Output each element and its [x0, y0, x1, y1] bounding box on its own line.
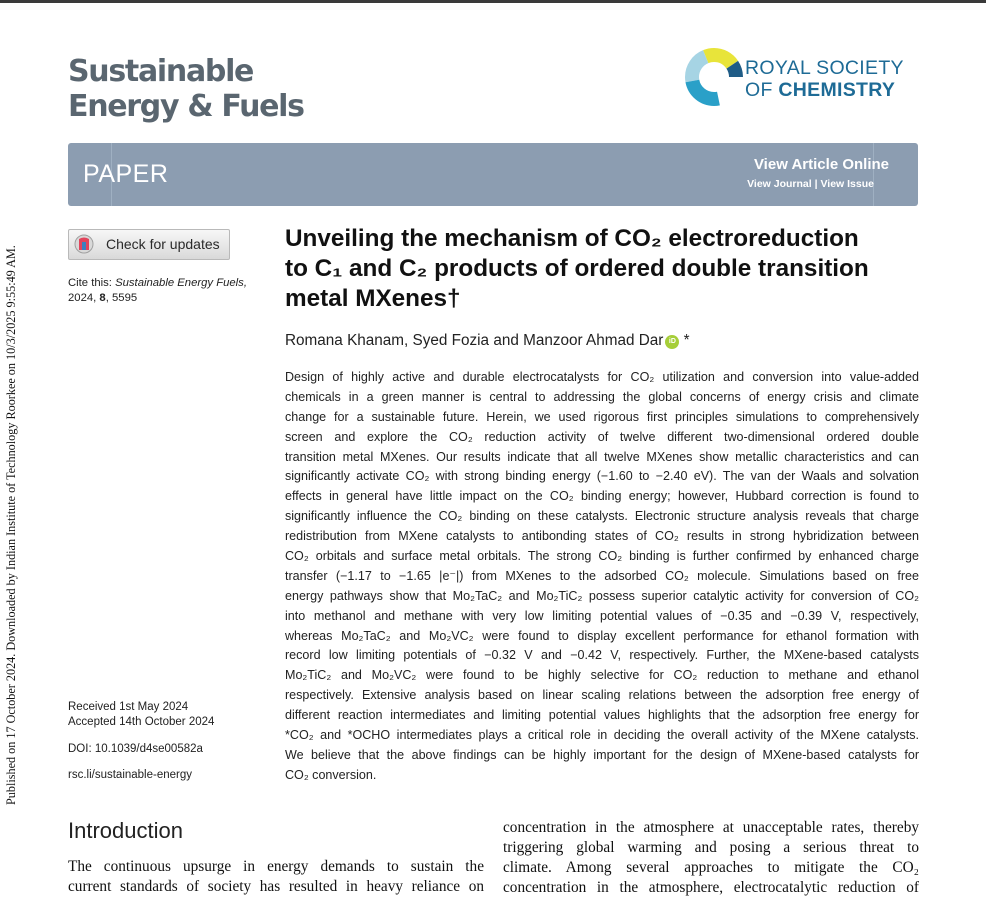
article-title: [285, 224, 925, 314]
article-title-line: to C₁ and C₂ products of ordered double transition: [285, 255, 869, 282]
abstract-line: transfer (−1.17 to −1.65 |e⁻|) from MXenes to the adsorbed CO₂ molecule. Simulations based on free: [285, 568, 919, 583]
cite-page: 5595: [112, 292, 138, 304]
abstract-line: change for a sustainable future. Herein, we used rigorous first principles simulations to comprehensively: [285, 409, 919, 424]
body-line: concentration in the atmosphere at unacceptable rates, thereby: [503, 819, 919, 836]
body-line: current standards of society has resulted in heavy reliance on: [68, 878, 484, 895]
journal-link[interactable]: rsc.li/sustainable-energy: [68, 769, 193, 781]
bar-stripe: [873, 143, 874, 206]
view-issue-link[interactable]: View Issue: [820, 178, 874, 190]
body-column-right: [503, 818, 919, 898]
abstract-line: Mo₂TiC₂ and Mo₂VC₂ were found to be highly selective for CO₂ reduction to methane and ethanol: [285, 668, 919, 683]
top-border: [0, 0, 986, 3]
view-journal-link[interactable]: View Journal: [747, 178, 812, 190]
introduction-heading: Introduction: [68, 818, 183, 843]
rsc-ring-icon: [680, 43, 748, 111]
author-names[interactable]: Romana Khanam, Syed Fozia and Manzoor Ahmad Dar: [285, 332, 664, 349]
abstract-line: Design of highly active and durable electrocatalysts for CO₂ utilization and conversion into value-added: [285, 370, 919, 384]
check-for-updates-button[interactable]: [68, 229, 230, 260]
cite-volume: 8: [99, 292, 106, 304]
download-stamp: Published on 17 October 2024. Downloaded by Indian Institute of Technology Roorkee on 10/3/2025 9:55:49 AM.: [4, 245, 18, 805]
journal-title-line2: Energy & Fuels: [68, 89, 304, 124]
abstract-line: record low limiting potentials of −0.32 V and −0.42 V, respectively. Further, the MXene-based catalysts: [285, 648, 919, 663]
accepted-date: Accepted 14th October 2024: [68, 716, 215, 728]
body-column-left: [68, 857, 484, 897]
cite-year: 2024,: [68, 292, 97, 304]
abstract-line: *CO₂ and *OCHO intermediates plays a critical role in deciding the overall activity of the MXene catalysts.: [285, 728, 919, 743]
rsc-name-line1: ROYAL SOCIETY: [745, 57, 904, 79]
corresponding-author-mark: *: [683, 332, 690, 349]
abstract-line: chemicals in a green manner is central to addressing the global concerns of energy crisis and climate: [285, 389, 919, 404]
article-type-bar: [68, 143, 918, 206]
body-line: climate. Among several approaches to mitigate the CO₂: [503, 859, 919, 876]
author-list: [285, 331, 690, 351]
dates-block: [68, 700, 268, 730]
abstract-line: effects in general have little impact on the CO₂ binding energy; however, Hubbard correction is found to: [285, 489, 919, 504]
abstract-line: screen and explore the CO₂ reduction activity of twelve different two-dimensional ordered double: [285, 429, 919, 444]
abstract-line: into methanol and methane with very low limiting potential values of −0.35 and −0.39 V, respectively,: [285, 608, 919, 623]
body-line: The continuous upsurge in energy demands to sustain the: [68, 858, 484, 875]
abstract-line: whereas Mo₂TaC₂ and Mo₂VC₂ were found to display excellent performance for ethanol formation with: [285, 628, 919, 643]
abstract-line: redistribution from MXene catalysts to antibonding states of CO₂ results in strong hybridization between: [285, 529, 919, 544]
body-line: concentration in the atmosphere, electrocatalytic reduction of: [503, 879, 919, 896]
abstract-line: different reaction intermediates and limiting potential values highlights that the adsorption free energy for: [285, 708, 919, 723]
abstract-line: respectively. Extensive analysis based on linear scaling relations between the adsorption free energy of: [285, 688, 919, 703]
journal-title[interactable]: [68, 54, 304, 124]
view-article-online-link[interactable]: View Article Online: [753, 156, 889, 173]
journal-title-line1: Sustainable: [68, 54, 254, 89]
rsc-line2-bold: CHEMISTRY: [778, 79, 896, 101]
abstract-line: significantly influence the CO₂ binding on these catalysts. Electronic structure analysis reveals that charge: [285, 509, 919, 524]
body-line: triggering global warming and posing a serious threat to: [503, 839, 919, 856]
check-for-updates-label: Check for updates: [106, 236, 220, 252]
abstract-line: transition metal MXenes. Our results indicate that all twelve MXenes show metallic characteristics and can: [285, 449, 919, 464]
abstract-line: CO₂ orbitals and surface metal orbitals. The strong CO₂ binding is further confirmed by enhanced charge: [285, 549, 919, 564]
crossmark-icon: [74, 234, 94, 254]
abstract-line: energy pathways show that Mo₂TaC₂ and Mo₂TiC₂ possess superior catalytic activity for conversion of CO₂: [285, 588, 919, 603]
abstract-line: significantly activate CO₂ with strong binding energy (−1.60 to −2.40 eV). The van der Waals and solvation: [285, 469, 919, 484]
abstract-line: We believe that the above findings can be highly important for the design of MXene-based catalysts for: [285, 747, 919, 762]
rsc-logo[interactable]: [680, 43, 920, 113]
received-date: Received 1st May 2024: [68, 701, 189, 713]
article-title-line: metal MXenes†: [285, 285, 461, 312]
citation-block: Cite this: Sustainable Energy Fuels, 2024, 8, 5595: [68, 277, 247, 304]
article-title-line: Unveiling the mechanism of CO₂ electroreduction: [285, 225, 859, 252]
link-separator: |: [814, 178, 818, 190]
rsc-name-line2: [745, 79, 895, 101]
doi[interactable]: DOI: 10.1039/d4se00582a: [68, 743, 203, 755]
article-type-label: PAPER: [83, 160, 169, 188]
orcid-icon[interactable]: iD: [665, 335, 679, 349]
abstract: [285, 368, 919, 786]
view-links: [747, 178, 874, 190]
cite-journal: Sustainable Energy Fuels,: [115, 277, 247, 289]
rsc-line2-prefix: OF: [745, 79, 779, 101]
abstract-line: CO₂ conversion.: [285, 767, 377, 782]
cite-prefix: Cite this:: [68, 277, 112, 289]
